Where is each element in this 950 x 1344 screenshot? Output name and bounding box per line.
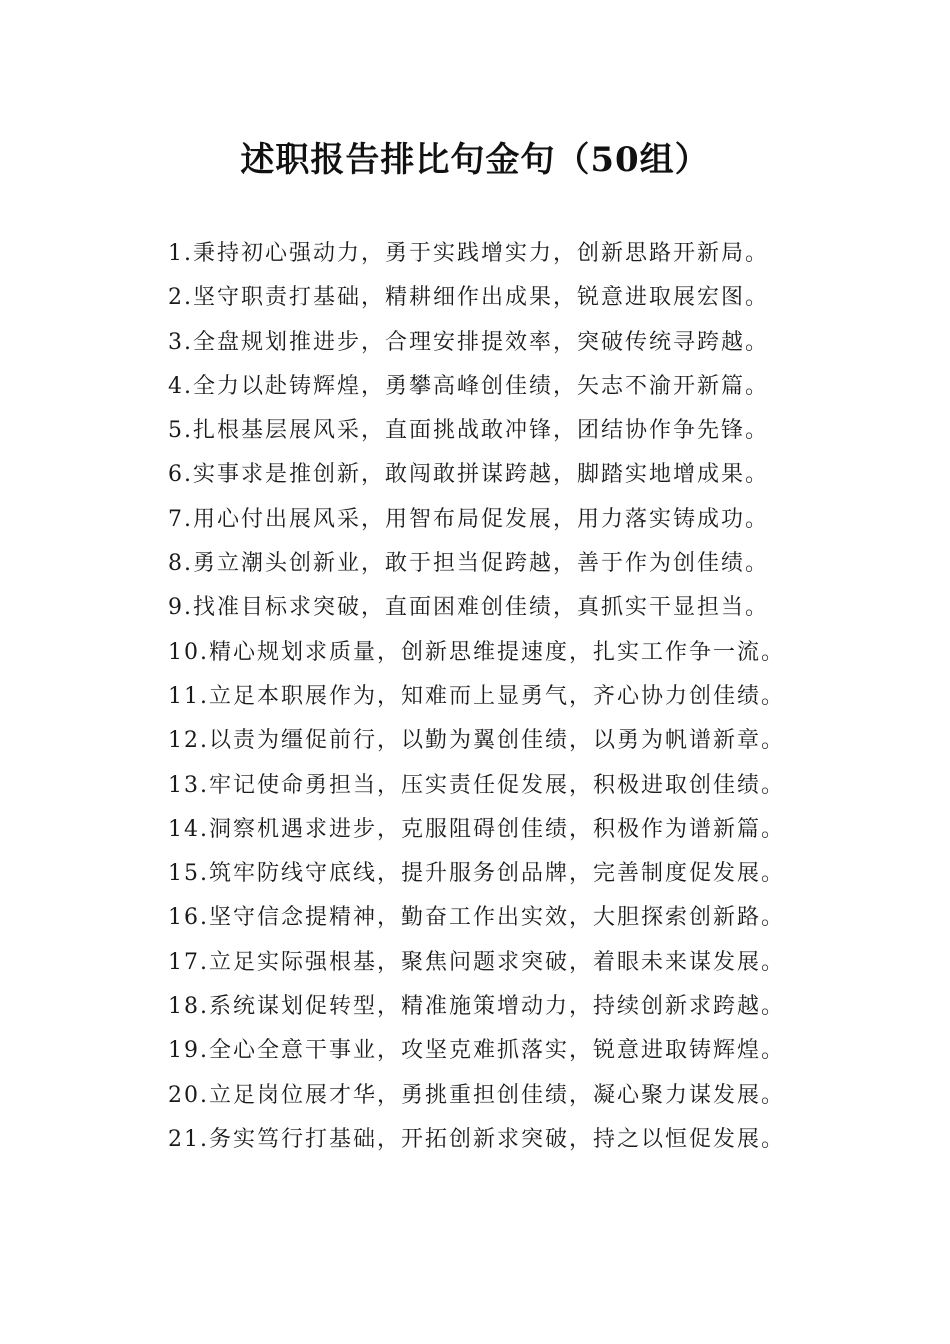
list-item: 19.全心全意干事业，攻坚克难抓落实，锐意进取铸辉煌。 (168, 1038, 785, 1064)
list-item: 13.牢记使命勇担当，压实责任促发展，积极进取创佳绩。 (168, 772, 785, 798)
document-title: 述职报告排比句金句（50组） (240, 140, 710, 180)
list-item: 4.全力以赴铸辉煌，勇攀高峰创佳绩，矢志不渝开新篇。 (168, 373, 769, 399)
list-item: 15.筑牢防线守底线，提升服务创品牌，完善制度促发展。 (168, 861, 785, 887)
list-item: 14.洞察机遇求进步，克服阻碍创佳绩，积极作为谱新篇。 (168, 816, 785, 842)
list-item: 6.实事求是推创新，敢闯敢拼谋跨越，脚踏实地增成果。 (168, 462, 769, 488)
list-item: 20.立足岗位展才华，勇挑重担创佳绩，凝心聚力谋发展。 (168, 1082, 785, 1108)
list-item: 17.立足实际强根基，聚焦问题求突破，着眼未来谋发展。 (168, 949, 785, 975)
list-item: 10.精心规划求质量，创新思维提速度，扎实工作争一流。 (168, 639, 785, 665)
list-item: 18.系统谋划促转型，精准施策增动力，持续创新求跨越。 (168, 994, 785, 1020)
list-item: 2.坚守职责打基础，精耕细作出成果，锐意进取展宏图。 (168, 285, 769, 311)
list-item: 8.勇立潮头创新业，敢于担当促跨越，善于作为创佳绩。 (168, 551, 769, 577)
list-item: 5.扎根基层展风采，直面挑战敢冲锋，团结协作争先锋。 (168, 418, 769, 444)
list-item: 11.立足本职展作为，知难而上显勇气，齐心协力创佳绩。 (168, 683, 785, 709)
list-item: 16.坚守信念提精神，勤奋工作出实效，大胆探索创新路。 (168, 905, 785, 931)
list-item: 1.秉持初心强动力，勇于实践增实力，创新思路开新局。 (168, 241, 769, 266)
sentence-list (168, 232, 868, 1162)
list-item: 3.全盘规划推进步，合理安排提效率，突破传统寻跨越。 (168, 329, 769, 355)
list-item: 7.用心付出展风采，用智布局促发展，用力落实铸成功。 (168, 506, 769, 532)
list-item: 9.找准目标求突破，直面困难创佳绩，真抓实干显担当。 (168, 595, 769, 621)
list-item: 21.务实笃行打基础，开拓创新求突破，持之以恒促发展。 (168, 1126, 785, 1152)
list-item: 12.以责为缰促前行，以勤为翼创佳绩，以勇为帆谱新章。 (168, 728, 785, 754)
